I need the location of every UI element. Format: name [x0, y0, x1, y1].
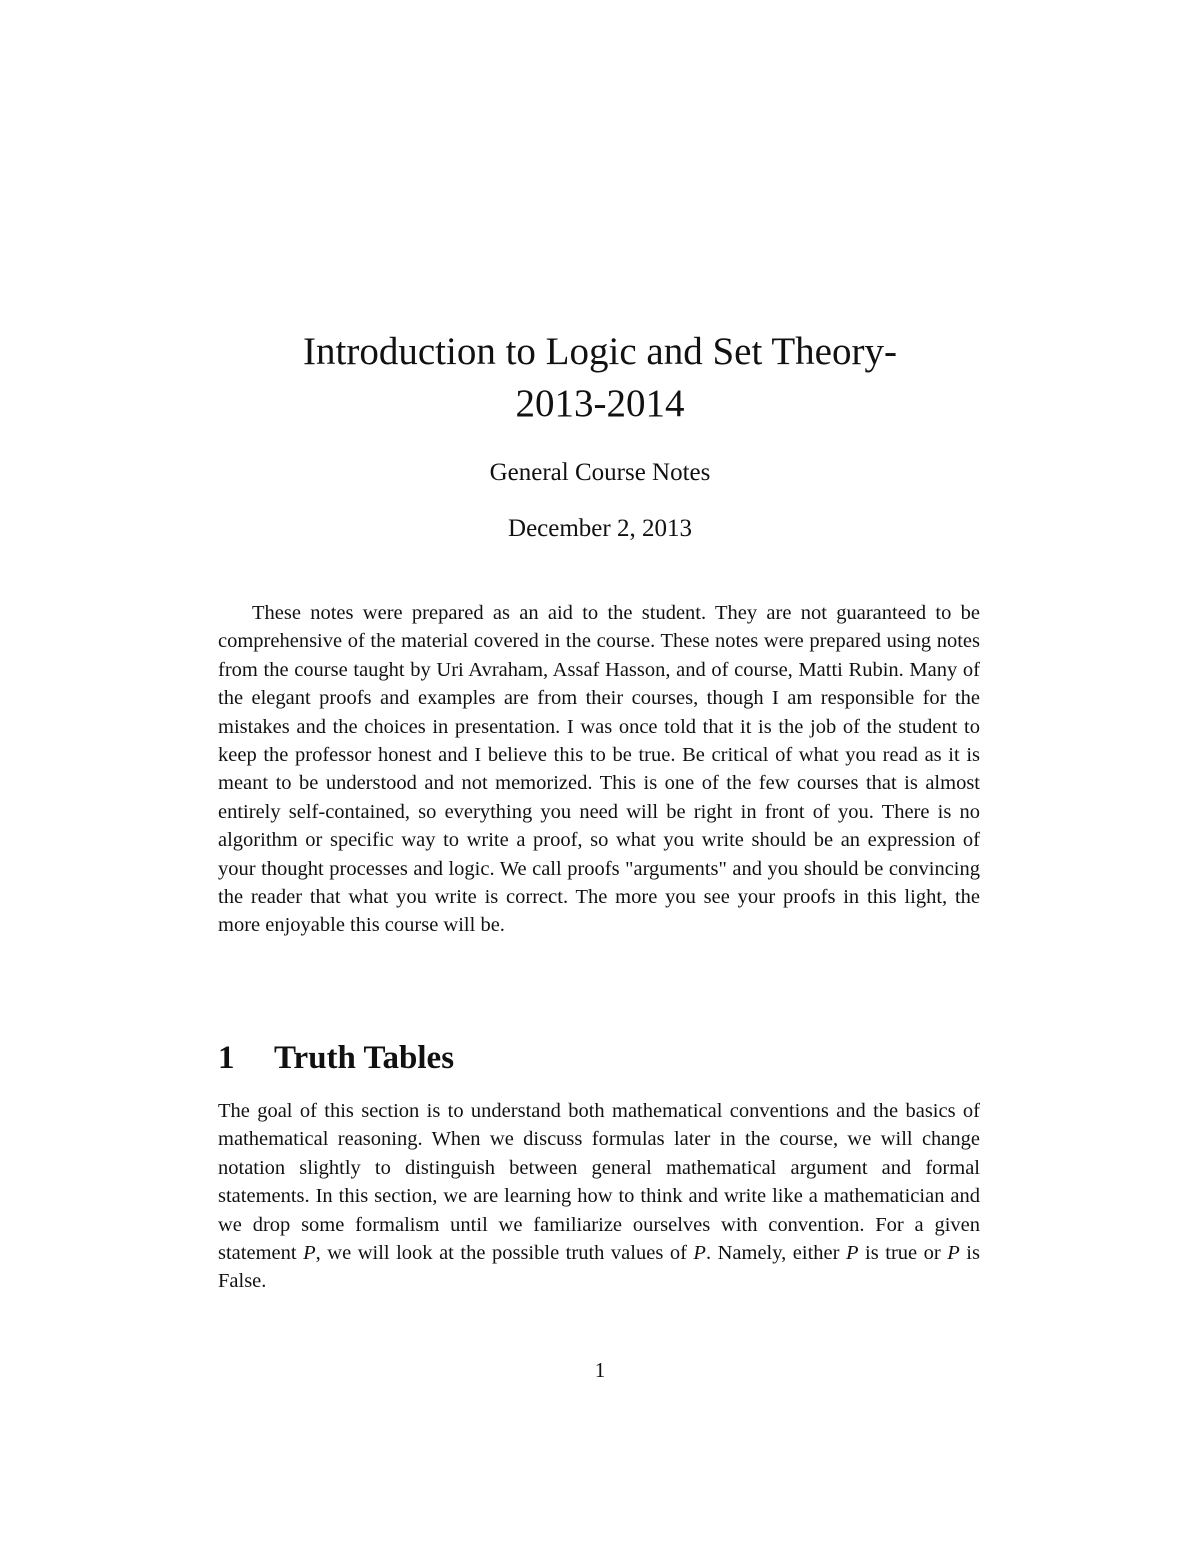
section-title: Truth Tables — [274, 1040, 455, 1076]
section-body-paragraph: The goal of this section is to understand both mathematical conventions and the basics of mathematical reasoning. When we discuss formulas later in the course, we will change notation slightly to distinguish between general mathematical argument and formal statements. In this section, we are learning how to think and write like a mathematician and we drop some formalism until we familiarize ourselves with convention. For a given statement P, we will look at the possible truth values of P. Namely, either P is true or P is False. — [218, 1100, 980, 1293]
title-line-2: 2013-2014 — [515, 382, 685, 425]
math-variable-p: P — [693, 1242, 706, 1265]
document-title — [200, 326, 1000, 430]
math-variable-p: P — [846, 1242, 859, 1265]
section-number: 1 — [218, 1040, 235, 1076]
document-subtitle: General Course Notes — [489, 459, 711, 486]
math-variable-p: P — [303, 1242, 316, 1265]
document-date: December 2, 2013 — [508, 515, 692, 542]
abstract-paragraph: These notes were prepared as an aid to the student. They are not guaranteed to be comprehensive of the material covered in the course. These notes were prepared using notes from the course taught by Uri Avraham, Assaf Hasson, and of course, Matti Rubin. Many of the elegant proofs and examples are from their courses, though I am responsible for the mistakes and the choices in presentation. I was once told that it is the job of the student to keep the professor honest and I believe this to be true. Be critical of what you read as it is meant to be understood and not memorized. This is one of the few courses that is almost entirely self-contained, so everything you need will be right in front of you. There is no algorithm or specific way to write a proof, so what you write should be an expression of your thought processes and logic. We call proofs "arguments" and you should be convincing the reader that what you write is correct. The more you see your proofs in this light, the more enjoyable this course will be. — [218, 602, 980, 937]
page-number: 1 — [594, 1358, 606, 1382]
math-variable-p: P — [947, 1242, 960, 1265]
title-block — [200, 326, 1000, 542]
title-line-1: Introduction to Logic and Set Theory- — [303, 330, 897, 373]
section-heading — [218, 1036, 454, 1080]
